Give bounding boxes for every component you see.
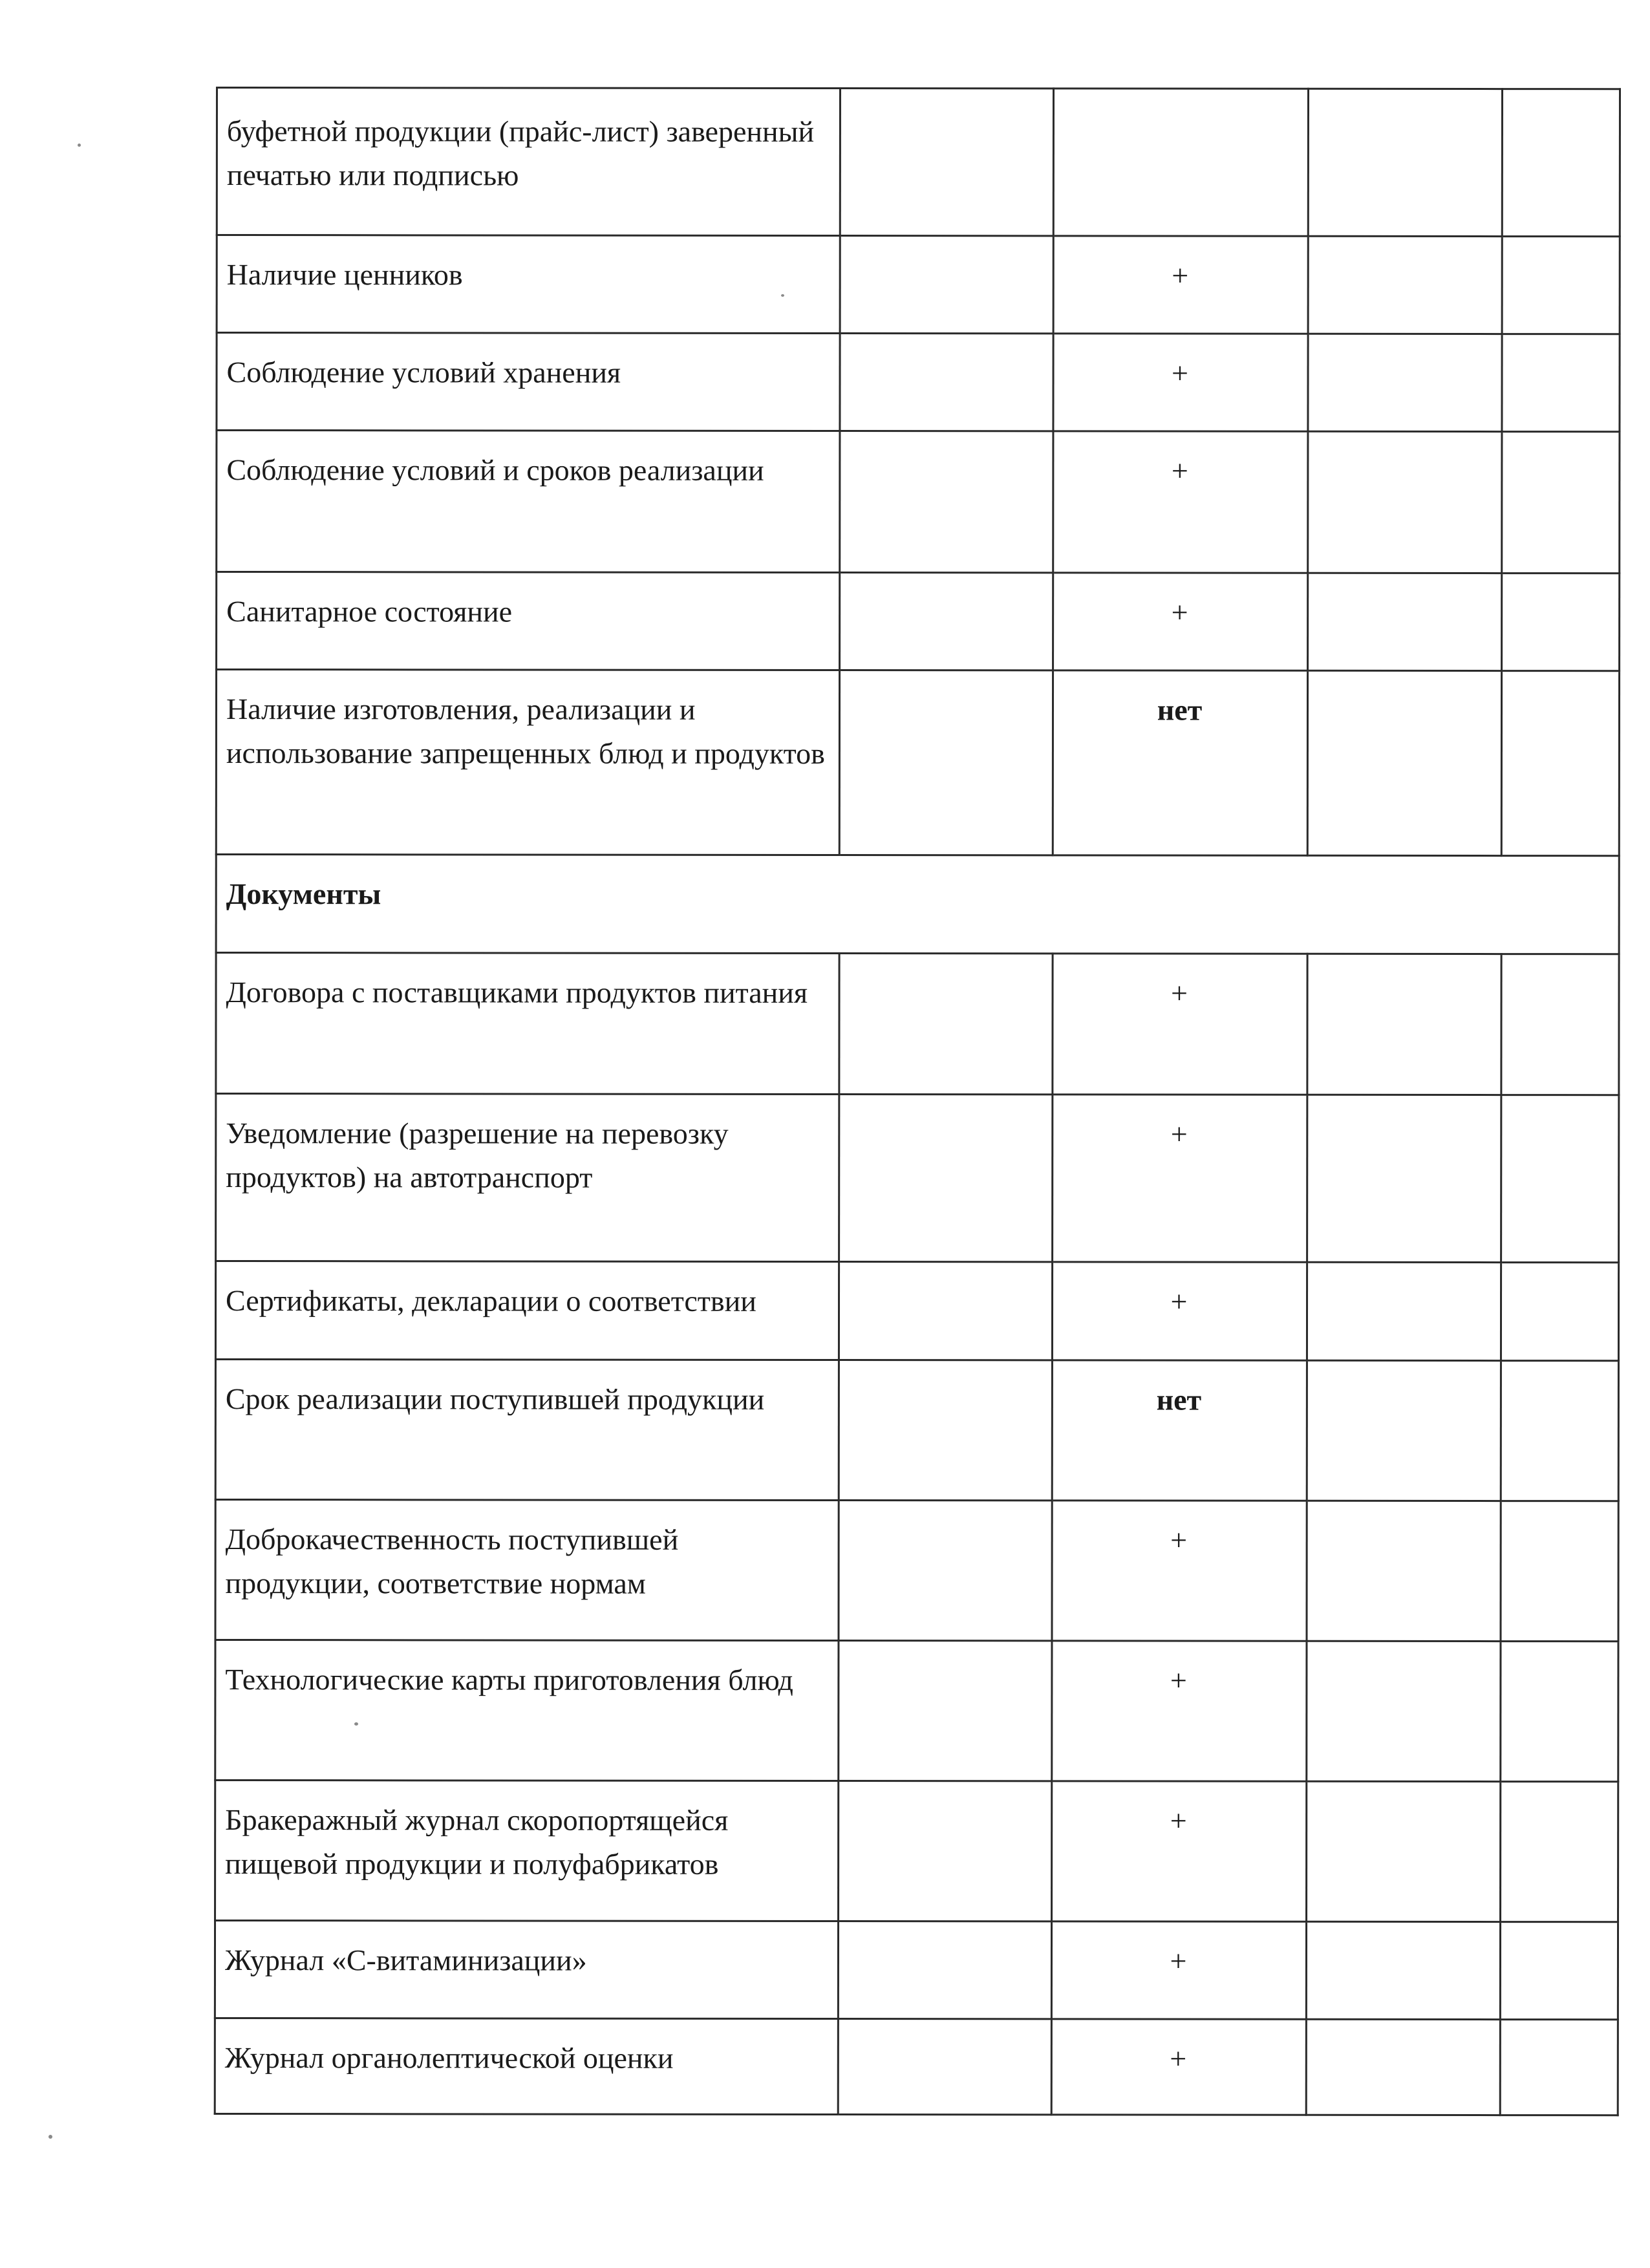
criterion-cell: Соблюдение условий хранения (217, 333, 840, 431)
criterion-cell: буфетной продукции (прайс-лист) заверенный печатью или подписью (217, 88, 840, 236)
criterion-cell: Технологические карты приготовления блюд (215, 1640, 839, 1781)
empty-cell (839, 1781, 1052, 1921)
empty-cell (840, 89, 1053, 236)
criterion-cell: Соблюдение условий и сроков реализации (217, 431, 840, 573)
result-cell (1053, 89, 1308, 236)
scan-speck (354, 1722, 358, 1726)
section-row (216, 855, 1619, 954)
table-row (215, 1261, 1618, 1361)
scan-speck (48, 2135, 52, 2139)
table-row (215, 2018, 1618, 2115)
empty-cell (1307, 1501, 1501, 1641)
criterion-cell: Наличие ценников (217, 235, 840, 334)
result-cell: + (1052, 1501, 1307, 1641)
empty-cell (839, 1262, 1052, 1360)
scan-speck (781, 294, 784, 297)
empty-cell (839, 1095, 1053, 1262)
result-cell: + (1051, 2019, 1306, 2115)
empty-cell (840, 334, 1053, 431)
result-cell: + (1053, 334, 1308, 431)
result-cell: + (1052, 1781, 1307, 1921)
empty-cell (1502, 89, 1620, 237)
table-row (217, 431, 1620, 573)
criterion-cell: Срок реализации поступившей продукции (215, 1360, 839, 1501)
table-row (217, 333, 1620, 432)
result-cell: + (1052, 1641, 1307, 1781)
result-cell: + (1053, 1095, 1307, 1262)
criterion-cell: Уведомление (разрешение на перевозку продуктов) на автотранспорт (216, 1094, 839, 1262)
result-cell: + (1051, 1921, 1306, 2019)
empty-cell (1501, 1095, 1619, 1263)
empty-cell (839, 1360, 1052, 1501)
empty-cell (1308, 334, 1502, 431)
criterion-cell: Журнал «С-витаминизации» (215, 1921, 838, 2019)
empty-cell (1501, 1361, 1618, 1501)
empty-cell (1308, 431, 1502, 573)
table-row (217, 572, 1620, 671)
empty-cell (1307, 1262, 1501, 1360)
criterion-cell: Журнал органолептической оценки (215, 2018, 838, 2115)
criterion-cell: Санитарное состояние (217, 572, 840, 670)
section-heading: Документы (216, 855, 1619, 954)
empty-cell (1501, 954, 1619, 1095)
table-row (215, 1500, 1618, 1642)
empty-cell (1306, 1921, 1500, 2019)
empty-cell (1502, 334, 1620, 432)
empty-cell (1502, 573, 1620, 671)
empty-cell (1502, 237, 1620, 334)
criterion-cell: Сертификаты, декларации о соответствии (215, 1261, 839, 1360)
empty-cell (1308, 573, 1502, 670)
criterion-cell: Наличие изготовления, реализации и использование запрещенных блюд и продуктов (216, 670, 839, 855)
result-cell: + (1053, 431, 1308, 573)
empty-cell (838, 2019, 1051, 2115)
table-row (216, 1094, 1619, 1263)
empty-cell (1307, 670, 1501, 855)
empty-cell (1502, 432, 1620, 573)
empty-cell (1501, 671, 1619, 856)
empty-cell (1501, 1642, 1618, 1782)
empty-cell (1500, 2020, 1618, 2115)
criterion-cell: Доброкачественность поступившей продукции, соответствие нормам (215, 1500, 839, 1641)
empty-cell (1500, 1922, 1618, 2020)
table-row (217, 88, 1620, 237)
table-row (215, 1781, 1618, 1922)
empty-cell (839, 1641, 1052, 1781)
result-cell: + (1052, 1262, 1307, 1360)
empty-cell (1307, 1095, 1501, 1262)
empty-cell (1501, 1501, 1618, 1642)
table-row (216, 670, 1619, 856)
table-row (217, 235, 1620, 334)
empty-cell (1501, 1263, 1618, 1361)
criterion-cell: Бракеражный журнал скоропортящейся пищевой продукции и полуфабрикатов (215, 1781, 839, 1921)
empty-cell (839, 1501, 1052, 1641)
result-cell: + (1053, 954, 1307, 1095)
table-row (215, 1640, 1618, 1782)
empty-cell (1501, 1782, 1618, 1922)
inspection-checklist-table (214, 87, 1621, 2116)
empty-cell (1308, 89, 1502, 236)
table-row (216, 953, 1619, 1095)
scan-speck (78, 144, 81, 147)
table-row (215, 1360, 1618, 1501)
empty-cell (1307, 1641, 1501, 1781)
empty-cell (1307, 954, 1501, 1095)
empty-cell (838, 1921, 1051, 2019)
empty-cell (1307, 1781, 1501, 1921)
empty-cell (840, 236, 1053, 334)
criterion-cell: Договора с поставщиками продуктов питания (216, 953, 839, 1095)
empty-cell (840, 431, 1053, 573)
empty-cell (1308, 236, 1502, 334)
result-cell: + (1053, 573, 1308, 670)
empty-cell (1306, 2019, 1500, 2115)
empty-cell (839, 670, 1053, 855)
result-cell: нет (1053, 670, 1307, 855)
empty-cell (1307, 1360, 1501, 1501)
empty-cell (840, 573, 1053, 670)
table-row (215, 1921, 1618, 2020)
result-cell: + (1053, 236, 1308, 334)
result-cell: нет (1052, 1360, 1307, 1501)
empty-cell (839, 954, 1053, 1095)
